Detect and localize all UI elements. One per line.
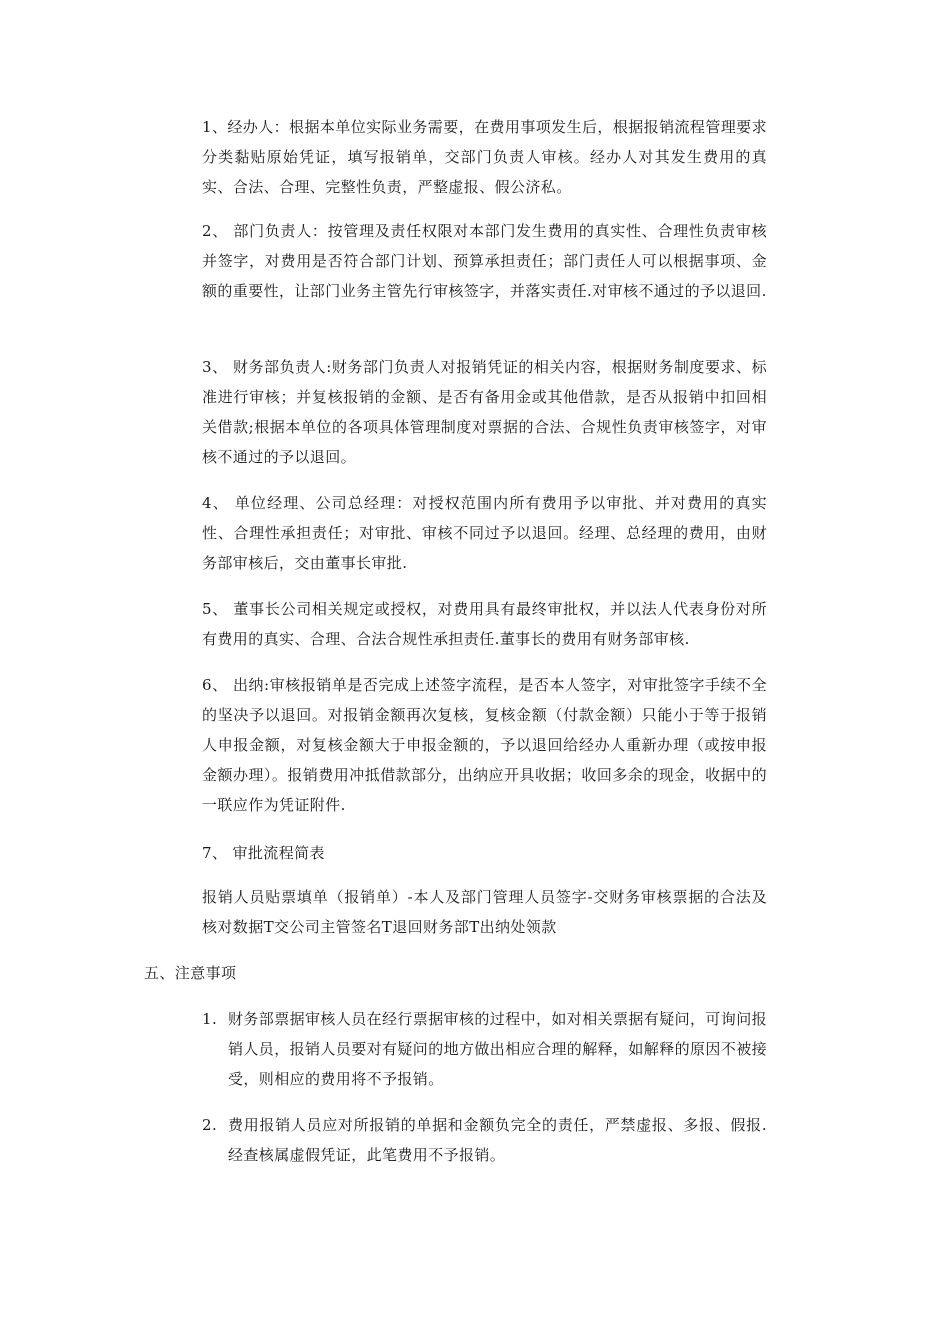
- paragraph-chairman: 5、 董事长公司相关规定或授权，对费用具有最终审批权，并以法人代表身份对所有费用的真实、合理、合法合规性承担责任.董事长的费用有财务部审核.: [202, 600, 767, 648]
- paragraph-approval-flow-title: 7、 审批流程简表: [202, 844, 325, 862]
- paragraph-handler: 1、经办人：根据本单位实际业务需要，在费用事项发生后，根据报销流程管理要求分类黏贴原始凭证，填写报销单，交部门负责人审核。经办人对其发生费用的真实、合法、合理、完整性负责，严整虚报、假公济私。: [202, 118, 767, 196]
- paragraph-approval-flow: 报销人员贴票填单（报销单）-本人及部门管理人员签字-交财务审核票据的合法及核对数据T交公司主管签名T退回财务部T出纳处领款: [202, 888, 767, 936]
- section-heading: 五、注意事项: [144, 964, 237, 982]
- note-number: 2.: [202, 1116, 218, 1134]
- note-item: [202, 1110, 767, 1170]
- paragraph-cashier: 6、 出纳:审核报销单是否完成上述签字流程，是否本人签字，对审批签字手续不全的坚决予以退回。对报销金额再次复核，复核金额（付款金额）只能小于等于报销人申报金额，对复核金额大于申报金额的，予以退回给经办人重新办理（或按申报金额办理）。报销费用冲抵借款部分，出纳应开具收据；收回多余的现金，收据中的一联应作为凭证附件.: [202, 676, 767, 814]
- paragraph-finance-head: 3、 财务部负责人:财务部门负责人对报销凭证的相关内容，根据财务制度要求、标准进行审核；并复核报销的金额、是否有备用金或其他借款，是否从报销中扣回相关借款;根据本单位的各项具体管理制度对票据的合法、合规性负责审核签字，对审核不通过的予以退回。: [202, 358, 767, 466]
- note-text: 费用报销人员应对所报销的单据和金额负完全的责任，严禁虚报、多报、假报.经查核属虚假凭证，此笔费用不予报销。: [228, 1116, 767, 1164]
- paragraph-general-manager: 4、 单位经理、公司总经理：对授权范围内所有费用予以审批、并对费用的真实性、合理性承担责任；对审批、审核不同过予以退回。经理、总经理的费用，由财务部审核后，交由董事长审批.: [202, 494, 767, 572]
- note-text: 财务部票据审核人员在经行票据审核的过程中，如对相关票据有疑问，可询问报销人员，报销人员要对有疑问的地方做出相应合理的解释，如解释的原因不被接受，则相应的费用将不予报销。: [228, 1010, 768, 1088]
- paragraph-department-head: 2、 部门负责人：按管理及责任权限对本部门发生费用的真实性、合理性负责审核并签字，对费用是否符合部门计划、预算承担责任；部门责任人可以根据事项、金额的重要性，让部门业务主管先行审核签字，并落实责任.对审核不通过的予以退回.: [202, 222, 767, 300]
- note-number: 1.: [202, 1010, 218, 1028]
- note-item: [202, 1004, 767, 1094]
